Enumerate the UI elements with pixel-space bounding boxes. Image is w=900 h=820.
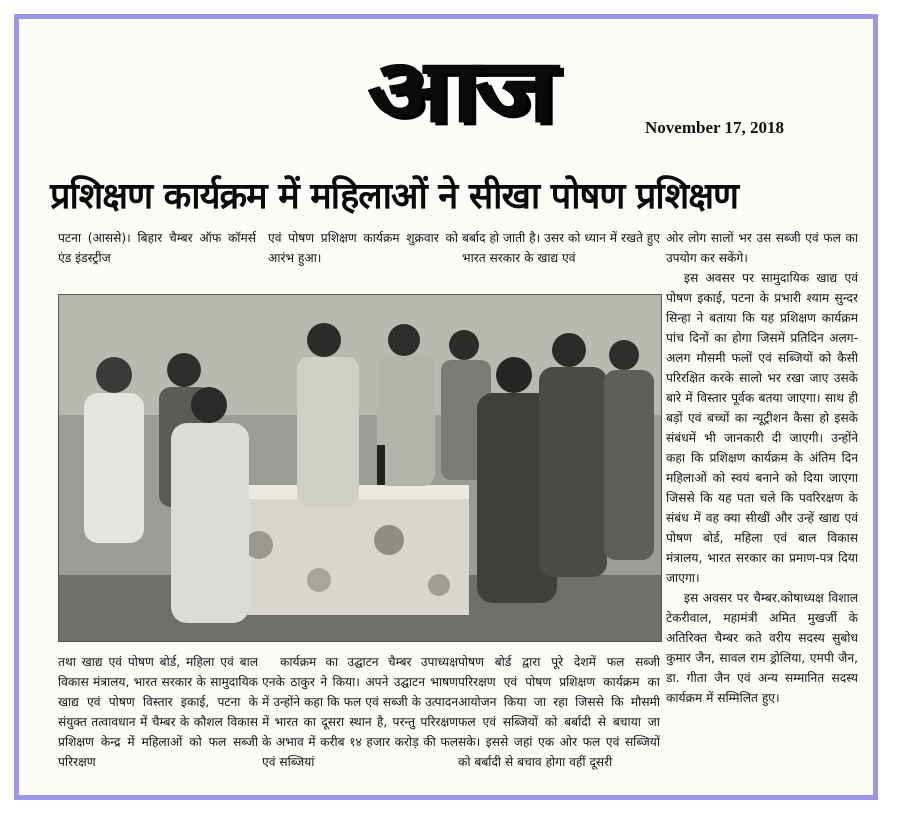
paragraph: ओर लोग सालों भर उस सब्जी एवं फल का उपयोग कर सकेंगे।	[666, 231, 858, 265]
paragraph: तथा खाद्य एवं पोषण बोर्ड, महिला एवं बाल विकास मंत्रालय, भारत सरकार के सामुदायिक खाद्य एवं पोषण विस्तार इकाई, पटना के संयुक्त तत्वावधान में चैम्बर के कौशल विकास प्रशिक्षण केन्द्र में महिलाओं को फल सब्जी परिरक्षण	[58, 655, 258, 769]
article-headline: प्रशिक्षण कार्यक्रम में महिलाओं ने सीखा पोषण प्रशिक्षण	[50, 176, 739, 217]
paragraph: पटना (आससे)। बिहार चैम्बर ऑफ कॉमर्स एंड इंडस्ट्रीज	[58, 231, 256, 265]
paragraph: इस अवसर पर सामुदायिक खाद्य एवं पोषण इकाई, पटना के प्रभारी श्याम सुन्दर सिन्हा ने बताया कि यह प्रशिक्षण कार्यक्रम पांच दिनों का होगा जिसमें प्रतिदिन अलग-अलग मौसमी फलों एवं सब्जियों को कैसी परिरक्षित करके सालो भर रखा जाए उसके बारे में विस्तार पूर्वक बतया जाएगा। साथ ही बड़ों एवं बच्चों का न्यूट्रीशन कैसा हो इसके संबंधमें भी जानकारी दी जाएगी। उन्होंने कहा कि प्रशिक्षण कार्यक्रम के अंतिम दिन महिलाओं को स्वयं बनाने को दिया जाएगा जिससे कि यह पता चले कि पवरिरक्षण के संबंध में वह क्या सीखीं और उन्हें खाद्य एवं पोषण बोर्ड, महिला एवं बाल विकास मंत्रालय, भारत सरकार का प्रमाण-पत्र दिया जाएगा।	[666, 271, 858, 585]
article-column-1-top	[58, 228, 256, 270]
publication-date: November 17, 2018	[645, 118, 784, 137]
article-column-1-bottom	[58, 652, 258, 792]
article-column-4	[666, 228, 858, 790]
paragraph: पोषण बोर्ड द्वारा पूरे देशमें फल सब्जी परिरक्षण एवं पोषण प्रशिक्षण कार्यक्रम का आयोजन किया जा रहा जिससे कि मौसमी फल एवं सब्जियों को बर्बादी से बचाया जा सके। इससे जहां एक ओर फल एवं सब्जियों को बर्बादी से बचाव होगा वहीं दूसरी	[458, 655, 660, 769]
paragraph: बर्बाद हो जाती है। उसर को ध्यान में रखते हुए भारत सरकार के खाद्य एवं	[462, 231, 660, 265]
photo-illustration	[59, 295, 661, 641]
article-column-3-top	[462, 228, 660, 270]
article-column-2-top	[268, 228, 458, 270]
article-photo	[58, 294, 662, 642]
paragraph: एवं पोषण प्रशिक्षण कार्यक्रम शुक्रवार को आरंभ हुआ।	[268, 231, 458, 265]
paragraph: इस अवसर पर चैम्बर.कोषाध्यक्ष विशाल टेकरीवाल, महामंत्री अमित मुखर्जी के अतिरिक्त चैम्बर कते वरीय सदस्य सुबोध कुमार जैन, सावल राम ड्रोलिया, एमपी जैन, डा. गीता जैन एवं अन्य सम्मानित सदस्य कार्यक्रम में सम्मिलित हुए।	[666, 591, 858, 705]
article-column-2-bottom	[262, 652, 458, 792]
newspaper-masthead: आज	[367, 38, 553, 142]
paragraph: कार्यक्रम का उद्घाटन चैम्बर उपाध्यक्ष एनके ठाकुर ने किया। अपने उद्घाटन भाषण में उन्होंने कहा कि फल एवं सब्जी के उत्पादन में भारत का दूसरा स्थान है, परन्तु परिरक्षण के अभाव में करीब १४ हजार करोड़ की फल एवं सब्जियां	[262, 655, 458, 769]
article-column-3-bottom	[458, 652, 660, 792]
